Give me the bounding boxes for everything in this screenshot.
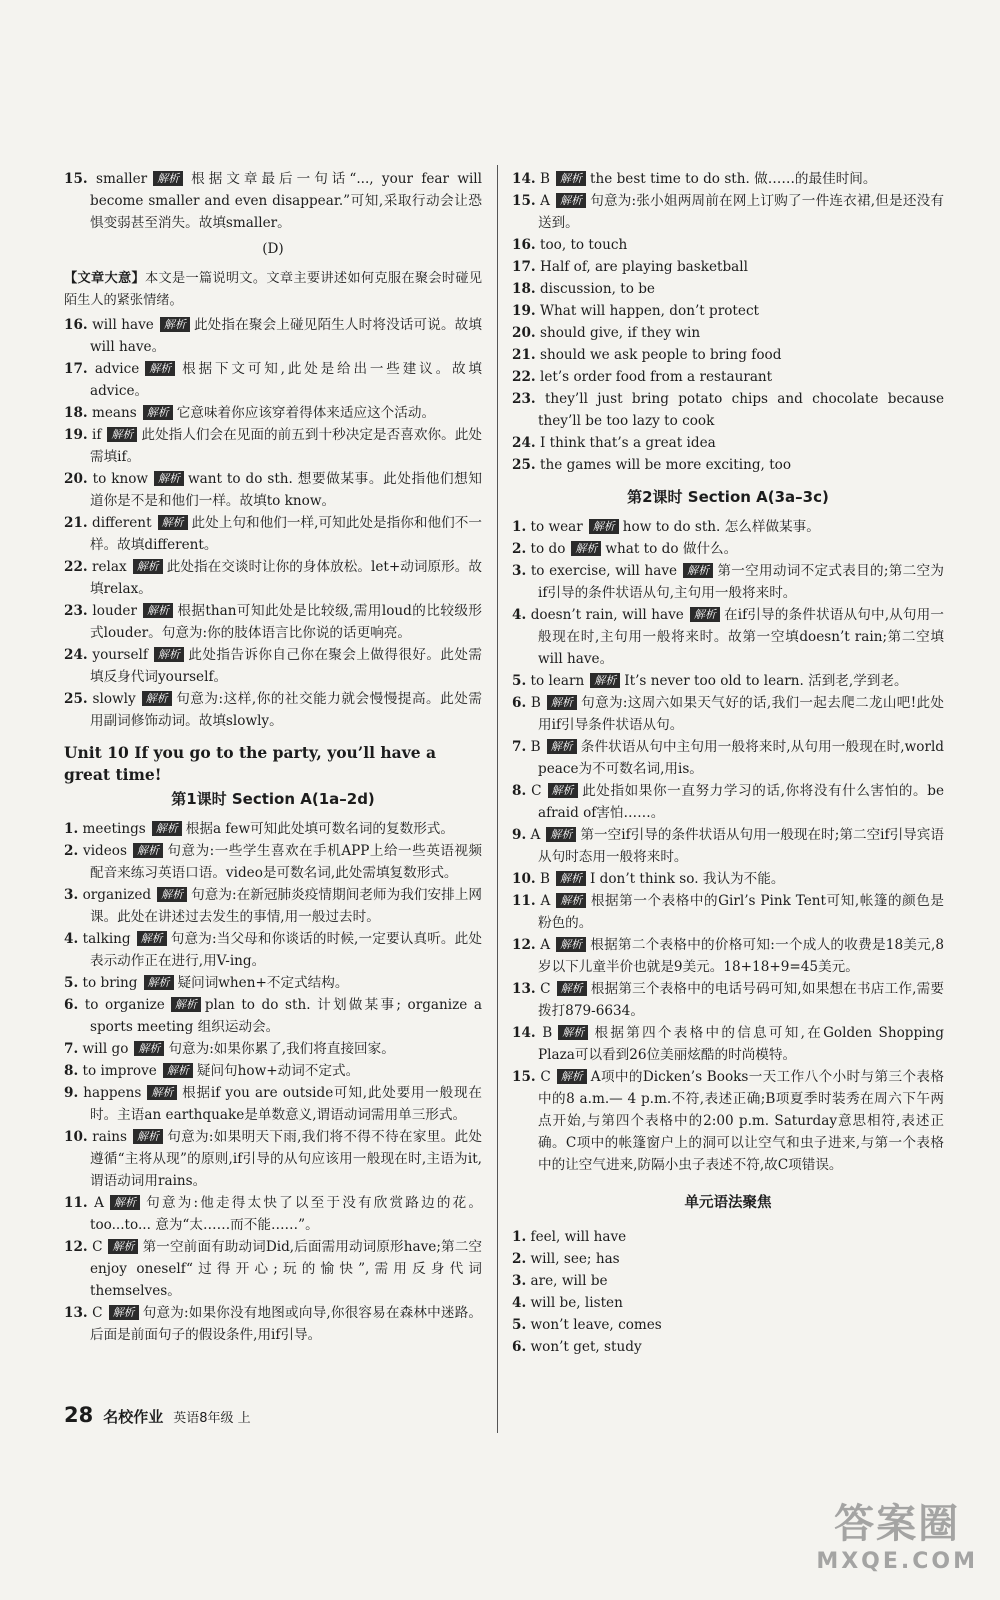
analysis-badge: 解析 (683, 563, 713, 578)
summary-label: 【文章大意】 (64, 271, 145, 286)
item-explanation: A项中的Dicken’s Books一天工作八个小时与第三个表格中的8 a.m.— 4 p.m.不符,表述正确;B项夏季时装秀在周六下午两点开始,与第四个表格中的2:00 p.m. Saturday意思相符,表述正确。C项中的帐篷窗户上的洞可以让空气和虫子进来,与第一个表格中的让空气进来,防隔小虫子表述不符,故C项错误。 (538, 1069, 944, 1173)
item-answer: to know (92, 471, 149, 487)
answer-item (512, 1292, 944, 1314)
answer-item (64, 840, 482, 884)
analysis-badge: 解析 (556, 193, 586, 208)
answer-item (64, 358, 482, 402)
item-number: 15. (512, 1069, 536, 1085)
answer-item (512, 560, 944, 604)
item-number: 11. (512, 893, 536, 909)
item-answer: videos (83, 843, 127, 859)
item-number: 1. (512, 519, 527, 535)
answer-item (512, 604, 944, 670)
item-number: 21. (512, 347, 536, 363)
answer-item (512, 1270, 944, 1292)
item-explanation: 此处指人们会在见面的前五到十秒决定是否喜欢你。此处需填if。 (90, 427, 482, 465)
item-number: 24. (64, 647, 88, 663)
item-answer: C (540, 981, 551, 997)
item-explanation: 根据第二个表格中的价格可知:一个成人的收费是18美元,8岁以下儿童半价也就是9美元。18+18+9=45美元。 (538, 937, 944, 975)
item-number: 19. (512, 303, 536, 319)
answer-item (512, 454, 944, 476)
answer-item (64, 468, 482, 512)
analysis-badge: 解析 (556, 893, 586, 908)
analysis-badge: 解析 (110, 1195, 140, 1210)
item-answer: C (92, 1305, 103, 1321)
answer-item (64, 1038, 482, 1060)
answer-item (512, 234, 944, 256)
item-answer: to learn (530, 673, 585, 689)
item-answer: A (540, 937, 551, 953)
item-number: 4. (512, 1295, 527, 1311)
answer-item (64, 1192, 482, 1236)
item-number: 2. (512, 1251, 527, 1267)
answer-item (512, 538, 944, 560)
answer-item (64, 512, 482, 556)
answer-item (512, 780, 944, 824)
item-number: 2. (512, 541, 527, 557)
analysis-badge: 解析 (157, 887, 187, 902)
item-answer: B (539, 171, 550, 187)
answer-item (512, 692, 944, 736)
item-answer: rains (92, 1129, 127, 1145)
analysis-badge: 解析 (142, 691, 172, 706)
item-explanation: 根据下文可知,此处是给出一些建议。故填advice。 (90, 361, 482, 399)
item-number: 20. (64, 471, 88, 487)
summary-text: 本文是一篇说明文。文章主要讲述如何克服在聚会时碰见陌生人的紧张情绪。 (64, 271, 483, 308)
answer-item (512, 516, 944, 538)
item-number: 9. (64, 1085, 79, 1101)
analysis-badge: 解析 (590, 673, 620, 688)
item-number: 5. (64, 975, 79, 991)
item-number: 3. (512, 563, 527, 579)
item-answer: smaller (95, 171, 148, 187)
analysis-badge: 解析 (154, 647, 184, 662)
item-explanation: 句意为:如果你没有地图或向导,你很容易在森林中迷路。后面是前面句子的假设条件,用if引导。 (90, 1305, 482, 1343)
answer-item (512, 978, 944, 1022)
item-explanation: 根据if you are outside可知,此处要用一般现在时。主语an earthquake是单数意义,谓语动词需用单三形式。 (90, 1085, 482, 1123)
item-number: 15. (512, 193, 536, 209)
analysis-badge: 解析 (144, 975, 174, 990)
item-answer: they’ll just bring potato chips and chocolate because they’ll be too lazy to cook (538, 391, 944, 429)
item-number: 22. (64, 559, 88, 575)
answer-item (512, 168, 944, 190)
watermark-text: 答案圈 (834, 1501, 961, 1547)
item-answer: discussion, to be (539, 281, 655, 297)
item-number: 18. (64, 405, 88, 421)
item-answer: A (94, 1195, 104, 1211)
answer-item (64, 1126, 482, 1192)
answer-item (512, 1314, 944, 1336)
item-answer: B (539, 871, 550, 887)
item-answer: feel, will have (530, 1229, 627, 1245)
answer-item (512, 300, 944, 322)
item-answer: are, will be (530, 1273, 608, 1289)
item-answer: slowly (92, 691, 136, 707)
analysis-badge: 解析 (133, 559, 163, 574)
item-answer: C (92, 1239, 103, 1255)
item-answer: to wear (530, 519, 583, 535)
item-answer: organized (82, 887, 152, 903)
item-number: 3. (512, 1273, 527, 1289)
analysis-badge: 解析 (548, 783, 578, 798)
item-answer: Half of, are playing basketball (539, 259, 748, 275)
item-explanation: 此处指告诉你自己你在聚会上做得很好。此处需填反身代词yourself。 (90, 647, 482, 685)
item-number: 23. (64, 603, 88, 619)
unit-title: Unit 10 If you go to the party, you’ll have a great time! (64, 743, 436, 784)
item-explanation: 句意为:在新冠肺炎疫情期间老师为我们安排上网课。此处在讲述过去发生的事情,用一般过去时。 (90, 887, 482, 925)
column-divider (497, 165, 498, 1433)
item-number: 15. (64, 171, 88, 187)
item-answer: should we ask people to bring food (539, 347, 782, 363)
item-number: 25. (64, 691, 88, 707)
item-answer: will go (82, 1041, 129, 1057)
answer-item (64, 1082, 482, 1126)
item-answer: B (530, 739, 541, 755)
item-answer: I think that’s a great idea (539, 435, 716, 451)
item-explanation: plan to do sth. 计划做某事; organize a sports meeting 组织运动会。 (90, 997, 482, 1035)
item-answer: too, to touch (539, 237, 628, 253)
analysis-badge: 解析 (557, 981, 587, 996)
item-answer: relax (92, 559, 127, 575)
article-summary (64, 268, 482, 312)
item-number: 6. (512, 1339, 527, 1355)
lesson2-title: 第2课时 Section A(3a–3c) (627, 488, 829, 506)
item-number: 16. (512, 237, 536, 253)
item-explanation: 句意为:他走得太快了以至于没有欣赏路边的花。too...to... 意为“太……而不能……”。 (90, 1195, 482, 1233)
item-number: 5. (512, 1317, 527, 1333)
watermark-url: MXQE.COM (816, 1549, 978, 1574)
analysis-badge: 解析 (134, 1041, 164, 1056)
item-answer: B (542, 1025, 553, 1041)
item-explanation: 句意为:这周六如果天气好的话,我们一起去爬二龙山吧!此处用if引导条件状语从句。 (538, 695, 944, 733)
item-answer: will, see; has (530, 1251, 620, 1267)
item-explanation: 句意为:如果你累了,我们将直接回家。 (168, 1041, 395, 1057)
item-number: 24. (512, 435, 536, 451)
analysis-badge: 解析 (133, 843, 163, 858)
answer-item (512, 1336, 944, 1358)
item-answer: to improve (82, 1063, 157, 1079)
answer-item (64, 424, 482, 468)
item-number: 21. (64, 515, 88, 531)
item-answer: yourself (92, 647, 148, 663)
item-number: 2. (64, 843, 79, 859)
left-column (64, 168, 482, 1346)
item-answer: to organize (84, 997, 165, 1013)
answer-item (64, 1236, 482, 1302)
item-explanation: 根据第一个表格中的Girl’s Pink Tent可知,帐篷的颜色是粉色的。 (538, 893, 944, 931)
item-number: 8. (512, 783, 527, 799)
analysis-badge: 解析 (158, 515, 188, 530)
answer-item (512, 278, 944, 300)
item-explanation: 句意为:当父母和你谈话的时候,一定要认真听。此处表示动作正在进行,用V-ing。 (90, 931, 482, 969)
answer-item (64, 314, 482, 358)
item-answer: B (530, 695, 541, 711)
page-footer (64, 1403, 251, 1427)
analysis-badge: 解析 (171, 997, 201, 1012)
answer-item (512, 824, 944, 868)
answer-item (64, 644, 482, 688)
item-explanation: It’s never too old to learn. 活到老,学到老。 (624, 673, 908, 689)
item-explanation: 第一空if引导的条件状语从句用一般现在时;第二空if引导宾语从句时态用一般将来时。 (538, 827, 944, 865)
lesson1-title: 第1课时 Section A(1a–2d) (171, 790, 375, 808)
analysis-badge: 解析 (108, 1239, 138, 1254)
item-answer: C (540, 1069, 551, 1085)
answer-item (512, 190, 944, 234)
item-explanation: 疑问词when+不定式结构。 (177, 975, 349, 991)
item-answer: talking (82, 931, 131, 947)
analysis-badge: 解析 (109, 1305, 139, 1320)
item-number: 1. (64, 821, 79, 837)
item-explanation: 疑问句how+动词不定式。 (196, 1063, 360, 1079)
book-title: 名校作业 (103, 1408, 164, 1426)
item-number: 20. (512, 325, 536, 341)
analysis-badge: 解析 (558, 1025, 588, 1040)
answer-item (512, 388, 944, 432)
item-answer: to bring (82, 975, 138, 991)
item-number: 4. (64, 931, 79, 947)
answer-item (64, 600, 482, 644)
item-answer: to do (530, 541, 566, 557)
analysis-badge: 解析 (547, 695, 577, 710)
item-explanation: 句意为:张小姐两周前在网上订购了一件连衣裙,但是还没有送到。 (538, 193, 944, 231)
item-number: 8. (64, 1063, 79, 1079)
item-number: 25. (512, 457, 536, 473)
item-number: 9. (512, 827, 527, 843)
right-column (512, 168, 944, 1358)
item-answer: will be, listen (530, 1295, 623, 1311)
item-answer: meetings (82, 821, 146, 837)
item-explanation: what to do 做什么。 (605, 541, 738, 557)
analysis-badge: 解析 (571, 541, 601, 556)
analysis-badge: 解析 (107, 427, 137, 442)
analysis-badge: 解析 (546, 827, 576, 842)
item-explanation: 根据第三个表格中的电话号码可知,如果想在书店工作,需要拨打879-6634。 (538, 981, 945, 1019)
item-number: 10. (64, 1129, 88, 1145)
item-explanation: 句意为:一些学生喜欢在手机APP上给一些英语视频配音来练习英语口语。video是可数名词,此处需填复数形式。 (90, 843, 482, 881)
answer-item (64, 556, 482, 600)
item-answer: the games will be more exciting, too (539, 457, 792, 473)
item-explanation: how to do sth. 怎么样做某事。 (622, 519, 820, 535)
answer-item (64, 994, 482, 1038)
item-number: 17. (64, 361, 88, 377)
item-answer: will have (92, 317, 154, 333)
item-answer: louder (92, 603, 137, 619)
analysis-badge: 解析 (556, 937, 586, 952)
item-number: 4. (512, 607, 527, 623)
item-explanation: 此处指在聚会上碰见陌生人时将没话可说。故填will have。 (90, 317, 482, 355)
analysis-badge: 解析 (152, 821, 182, 836)
item-explanation: 根据than可知此处是比较级,需用loud的比较级形式louder。句意为:你的肢体语言比你说的话更响亮。 (90, 603, 482, 641)
analysis-badge: 解析 (153, 171, 183, 186)
item-explanation: 此处指如果你一直努力学习的话,你将没有什么害怕的。be afraid of害怕……。 (538, 783, 944, 821)
answer-item (512, 1248, 944, 1270)
item-answer: doesn’t rain, will have (530, 607, 684, 623)
item-explanation: 根据第四个表格中的信息可知,在Golden Shopping Plaza可以看到26位美丽炫酷的时尚模特。 (538, 1025, 944, 1063)
answer-item (512, 432, 944, 454)
item-answer: happens (83, 1085, 142, 1101)
watermark-logo (816, 1492, 978, 1574)
item-explanation: 第一空前面有助动词Did,后面需用动词原形have;第二空enjoy oneself“过得开心;玩的愉快”,需用反身代词themselves。 (90, 1239, 482, 1299)
answer-item (512, 670, 944, 692)
item-explanation: I don’t think so. 我认为不能。 (589, 871, 785, 887)
analysis-badge: 解析 (556, 871, 586, 886)
analysis-badge: 解析 (133, 1129, 163, 1144)
item-number: 13. (64, 1305, 88, 1321)
analysis-badge: 解析 (154, 471, 184, 486)
item-number: 6. (512, 695, 527, 711)
item-number: 14. (512, 171, 536, 187)
analysis-badge: 解析 (557, 1069, 587, 1084)
item-answer: What will happen, don’t protect (539, 303, 760, 319)
answer-item (64, 972, 482, 994)
analysis-badge: 解析 (589, 519, 619, 534)
analysis-badge: 解析 (690, 607, 720, 622)
item-number: 5. (512, 673, 527, 689)
answer-item (512, 1022, 944, 1066)
item-number: 17. (512, 259, 536, 275)
item-explanation: 根据文章最后一句话“..., your fear will become smaller and even disappear.”可知,采取行动会让恐惧变弱甚至消失。故填smaller。 (90, 171, 482, 231)
item-number: 22. (512, 369, 536, 385)
grammar-focus-title: 单元语法聚焦 (684, 1195, 772, 1211)
answer-item (64, 688, 482, 732)
answer-item (64, 818, 482, 840)
analysis-badge: 解析 (163, 1063, 193, 1078)
item-number: 19. (64, 427, 88, 443)
item-number: 12. (64, 1239, 88, 1255)
item-answer: let’s order food from a restaurant (539, 369, 773, 385)
item-answer: advice (94, 361, 140, 377)
answer-item (512, 1066, 944, 1176)
item-answer: to exercise, will have (530, 563, 678, 579)
item-answer: should give, if they win (539, 325, 701, 341)
answer-item (64, 1302, 482, 1346)
item-number: 13. (512, 981, 536, 997)
analysis-badge: 解析 (143, 603, 173, 618)
answer-item (64, 928, 482, 972)
item-explanation: 此处指在交谈时让你的身体放松。let+动词原形。故填relax。 (90, 559, 482, 597)
analysis-badge: 解析 (547, 739, 577, 754)
item-explanation: 此处上句和他们一样,可知此处是指你和他们不一样。故填different。 (90, 515, 482, 553)
answer-item (64, 884, 482, 928)
item-number: 1. (512, 1229, 527, 1245)
item-answer: A (530, 827, 541, 843)
analysis-badge: 解析 (137, 931, 167, 946)
item-number: 18. (512, 281, 536, 297)
item-number: 11. (64, 1195, 88, 1211)
item-explanation: 在if引导的条件状语从句中,从句用一般现在时,主句用一般将来时。故第一空填doesn’t rain;第二空填will have。 (538, 607, 945, 667)
item-number: 12. (512, 937, 536, 953)
answer-item (64, 402, 482, 424)
item-explanation: want to do sth. 想要做某事。此处指他们想知道你是不是和他们一样。故填to know。 (90, 471, 482, 509)
answer-item (512, 934, 944, 978)
item-explanation: 它意味着你应该穿着得体来适应这个活动。 (176, 405, 436, 421)
item-answer: won’t get, study (530, 1339, 642, 1355)
item-explanation: 根据a few可知此处填可数名词的复数形式。 (185, 821, 454, 837)
item-answer: won’t leave, comes (530, 1317, 662, 1333)
answer-item (512, 256, 944, 278)
item-explanation: 句意为:这样,你的社交能力就会慢慢提高。此处需用副词修饰动词。故填slowly。 (90, 691, 482, 729)
item-explanation: 第一空用动词不定式表目的;第二空为if引导的条件状语从句,主句用一般将来时。 (538, 563, 944, 601)
item-answer: C (531, 783, 542, 799)
answer-item (512, 366, 944, 388)
item-answer: means (91, 405, 137, 421)
analysis-badge: 解析 (556, 171, 586, 186)
item-number: 23. (512, 391, 536, 407)
item-answer: if (92, 427, 102, 443)
item-answer: A (540, 193, 550, 209)
section-d-label: (D) (262, 241, 284, 257)
item-explanation: 句意为:如果明天下雨,我们将不得不待在家里。此处遵循“主将从现”的原则,if引导的从句应该用一般现在时,主语为it,谓语动词用rains。 (90, 1129, 482, 1189)
item-number: 16. (64, 317, 88, 333)
item-explanation: the best time to do sth. 做……的最佳时间。 (589, 171, 877, 187)
answer-item (64, 1060, 482, 1082)
answer-item (512, 736, 944, 780)
answer-item (64, 168, 482, 234)
analysis-badge: 解析 (147, 1085, 177, 1100)
item-answer: different (92, 515, 152, 531)
item-number: 6. (64, 997, 79, 1013)
analysis-badge: 解析 (143, 405, 173, 420)
item-number: 7. (64, 1041, 79, 1057)
item-explanation: 条件状语从句中主句用一般将来时,从句用一般现在时,world peace为不可数名词,用is。 (538, 739, 944, 777)
item-answer: A (540, 893, 551, 909)
answer-item (512, 1226, 944, 1248)
item-number: 3. (64, 887, 79, 903)
page-number: 28 (64, 1403, 94, 1427)
answer-item (512, 868, 944, 890)
answer-item (512, 890, 944, 934)
item-number: 7. (512, 739, 527, 755)
answer-item (512, 322, 944, 344)
answer-item (512, 344, 944, 366)
analysis-badge: 解析 (160, 317, 190, 332)
item-number: 10. (512, 871, 536, 887)
book-subject: 英语8年级 上 (173, 1411, 251, 1426)
item-number: 14. (512, 1025, 536, 1041)
analysis-badge: 解析 (145, 361, 175, 376)
